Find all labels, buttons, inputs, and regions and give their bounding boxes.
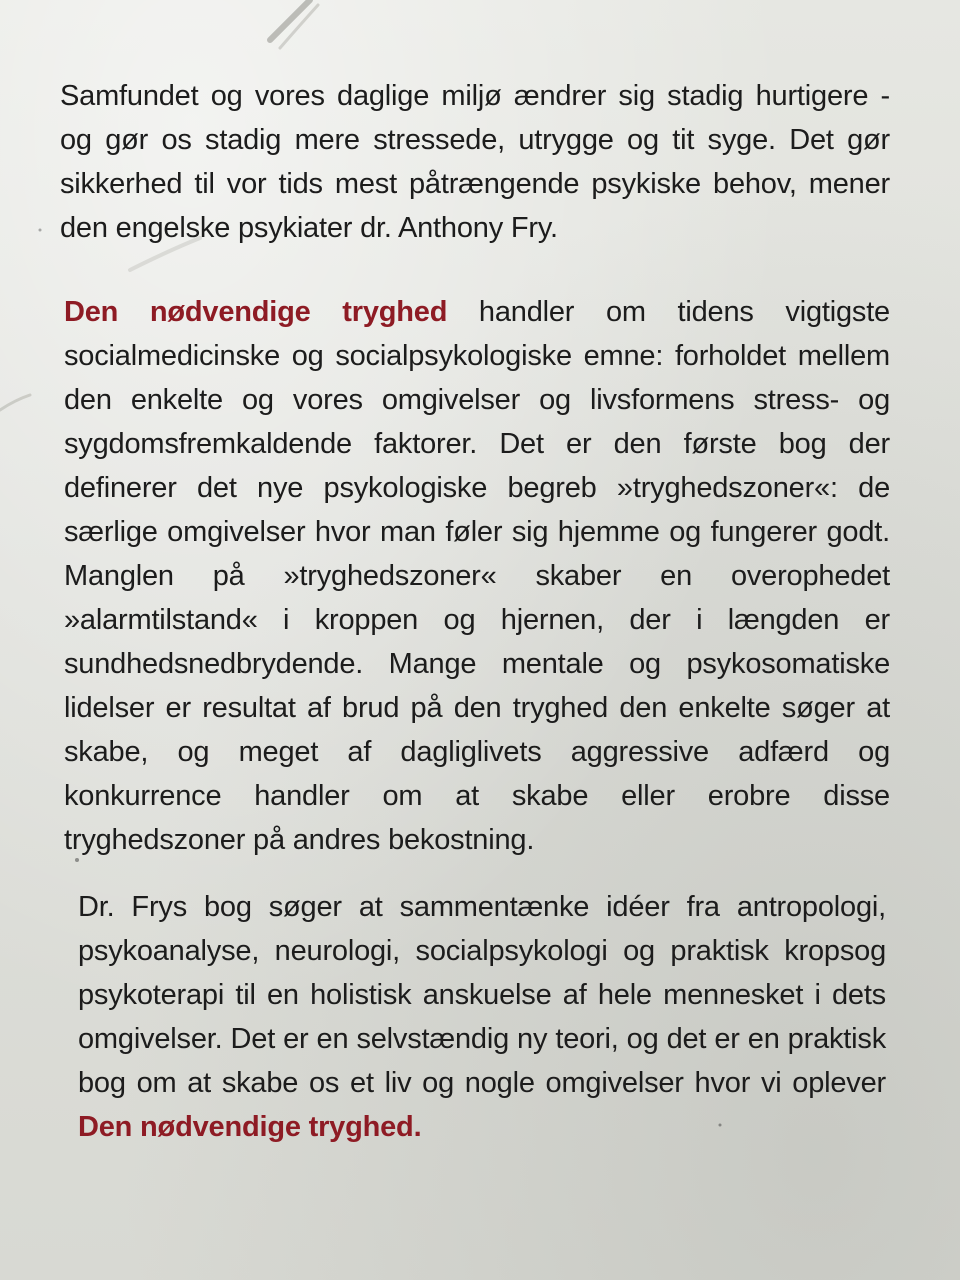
intro-paragraph-text: Samfundet og vores daglige miljø ændrer sig stadig hurtigere - og gør os stadig mere stressede, utrygge og tit syge. Det gør sikkerhed til vor tids mest påtrængende psykiske behov, mener den engelske psykiater dr. Anthony Fry. (60, 80, 890, 244)
main-paragraph-text: handler om tidens vigtigste socialmedicinske og socialpsykologiske emne: forholdet mellem den enkelte og vores omgivelser og livsformens stress- og sygdomsfremkaldende faktorer. Det er den første bog der definerer det nye psykologiske begreb »tryghedszoner«: de særlige omgivelser hvor man føler sig hjemme og fungerer godt. Manglen på »tryghedszoner« skaber en overophedet »alarmtilstand« i kroppen og hjernen, der i længden er sundhedsnedbrydende. Mange mentale og psykosomatiske lidelser er resultat af brud på den tryghed den enkelte søger at skabe, og meget af dagliglivets aggressive adfærd og konkurrence handler om at skabe eller erobre disse tryghedszoner på andres bekostning. (64, 296, 890, 856)
closing-paragraph (78, 885, 886, 1149)
intro-paragraph (60, 74, 890, 250)
closing-paragraph-text: Dr. Frys bog søger at sammentænke idéer fra antropologi, psykoanalyse, neurologi, socialpsykologi og praktisk kropsog psykoterapi til en holistisk anskuelse af hele mennesket i dets omgivelser. Det er en selvstændig ny teori, og det er en praktisk bog om at skabe os et liv og nogle omgivelser hvor vi oplever (78, 891, 886, 1099)
main-paragraph (64, 290, 890, 862)
book-title-highlight-closing: Den nødvendige tryghed. (78, 1111, 422, 1143)
book-title-highlight: Den nødvendige tryghed (64, 296, 448, 328)
